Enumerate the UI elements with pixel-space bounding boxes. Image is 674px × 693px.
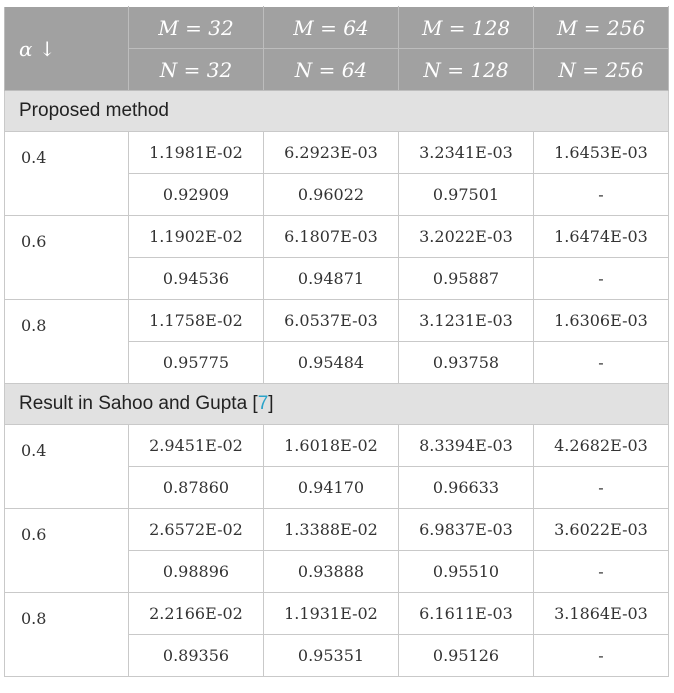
- header-m-128: M = 128: [399, 7, 534, 49]
- error-cell: 3.1231E-03: [399, 300, 534, 342]
- rate-cell: 0.95775: [129, 342, 264, 384]
- rate-cell: -: [534, 258, 669, 300]
- header-m-32: M = 32: [129, 7, 264, 49]
- error-cell: 2.2166E-02: [129, 593, 264, 635]
- error-cell: 1.6474E-03: [534, 216, 669, 258]
- alpha-value: 0.8: [5, 300, 129, 384]
- alpha-value: 0.6: [5, 216, 129, 300]
- rate-cell: 0.87860: [129, 467, 264, 509]
- error-cell: 1.1931E-02: [264, 593, 399, 635]
- citation-link[interactable]: 7: [257, 393, 269, 414]
- rate-cell: 0.93888: [264, 551, 399, 593]
- section-title: Proposed method: [5, 91, 669, 132]
- error-cell: 8.3394E-03: [399, 425, 534, 467]
- error-cell: 2.6572E-02: [129, 509, 264, 551]
- error-cell: 6.0537E-03: [264, 300, 399, 342]
- alpha-value: 0.4: [5, 425, 129, 509]
- error-cell: 6.1611E-03: [399, 593, 534, 635]
- error-cell: 1.6306E-03: [534, 300, 669, 342]
- alpha-header: α ↓: [5, 7, 129, 91]
- error-cell: 4.2682E-03: [534, 425, 669, 467]
- error-cell: 1.6018E-02: [264, 425, 399, 467]
- rate-cell: 0.94170: [264, 467, 399, 509]
- error-cell: 1.1902E-02: [129, 216, 264, 258]
- alpha-value: 0.6: [5, 509, 129, 593]
- error-cell: 1.1981E-02: [129, 132, 264, 174]
- header-n-256: N = 256: [534, 49, 669, 91]
- section-row-proposed: [5, 91, 669, 132]
- section-title-end: ]: [268, 393, 274, 414]
- table-row: [5, 425, 669, 467]
- error-cell: 3.1864E-03: [534, 593, 669, 635]
- header-m-256: M = 256: [534, 7, 669, 49]
- rate-cell: -: [534, 551, 669, 593]
- header-row-m: [5, 7, 669, 49]
- rate-cell: 0.96633: [399, 467, 534, 509]
- alpha-value: 0.8: [5, 593, 129, 677]
- error-cell: 1.1758E-02: [129, 300, 264, 342]
- rate-cell: 0.97501: [399, 174, 534, 216]
- error-cell: 6.2923E-03: [264, 132, 399, 174]
- results-table: [4, 6, 669, 677]
- header-n-32: N = 32: [129, 49, 264, 91]
- error-cell: 1.6453E-03: [534, 132, 669, 174]
- rate-cell: 0.98896: [129, 551, 264, 593]
- rate-cell: -: [534, 342, 669, 384]
- error-cell: 3.6022E-03: [534, 509, 669, 551]
- rate-cell: 0.94536: [129, 258, 264, 300]
- section-title-text: Result in Sahoo and Gupta [: [19, 393, 258, 414]
- header-n-64: N = 64: [264, 49, 399, 91]
- table-row: [5, 593, 669, 635]
- rate-cell: 0.89356: [129, 635, 264, 677]
- error-cell: 6.1807E-03: [264, 216, 399, 258]
- error-cell: 6.9837E-03: [399, 509, 534, 551]
- rate-cell: 0.95351: [264, 635, 399, 677]
- rate-cell: 0.92909: [129, 174, 264, 216]
- rate-cell: -: [534, 174, 669, 216]
- header-m-64: M = 64: [264, 7, 399, 49]
- rate-cell: 0.95887: [399, 258, 534, 300]
- table-row: [5, 509, 669, 551]
- error-cell: 2.9451E-02: [129, 425, 264, 467]
- rate-cell: 0.93758: [399, 342, 534, 384]
- header-n-128: N = 128: [399, 49, 534, 91]
- rate-cell: -: [534, 635, 669, 677]
- table-row: [5, 300, 669, 342]
- section-row-sahoo-gupta: [5, 384, 669, 425]
- rate-cell: 0.96022: [264, 174, 399, 216]
- error-cell: 1.3388E-02: [264, 509, 399, 551]
- table-row: [5, 132, 669, 174]
- rate-cell: 0.94871: [264, 258, 399, 300]
- alpha-value: 0.4: [5, 132, 129, 216]
- rate-cell: 0.95484: [264, 342, 399, 384]
- rate-cell: -: [534, 467, 669, 509]
- rate-cell: 0.95126: [399, 635, 534, 677]
- table-row: [5, 216, 669, 258]
- section-title: [5, 384, 669, 425]
- error-cell: 3.2022E-03: [399, 216, 534, 258]
- error-cell: 3.2341E-03: [399, 132, 534, 174]
- rate-cell: 0.95510: [399, 551, 534, 593]
